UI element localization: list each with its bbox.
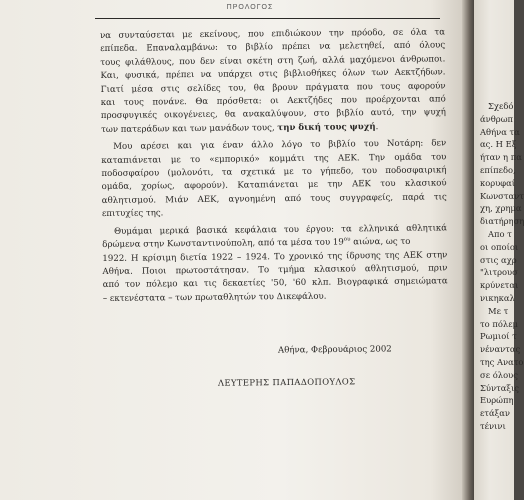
facing-page-line: ας. Η Εξ <box>480 139 517 150</box>
superscript: ου <box>343 236 351 243</box>
text-line: από τον πόλεμο και τις δεκαετίες '50, '60 κλπ. Βιογραφικά σημειώματα <box>102 276 448 291</box>
text-line: καταπιάνεται με το «εμπορικό» κομμάτι της ΑΕΚ. Την ομάδα του <box>101 152 447 166</box>
facing-page-line: σε όλους <box>480 369 518 380</box>
facing-page-line: Σχεδό <box>488 101 514 111</box>
facing-page-line: Σύνταξις <box>480 382 519 393</box>
bold-emphasis: την δική τους ψυχή <box>277 121 376 133</box>
text-fragment: . <box>375 121 379 132</box>
text-fragment: των πατεράδων και των μανάδων τους, <box>100 122 278 135</box>
author-signature: ΛΕΥΤΕΡΗΣ ΠΑΠΑΔΟΠΟΥΛΟΣ <box>217 376 356 388</box>
facing-page-line: νέναντας <box>480 344 521 355</box>
facing-page-line: Αθήνα τα <box>480 126 520 137</box>
facing-page-line: νικηκαλ <box>480 292 515 303</box>
facing-page-line: επίπεδο, <box>480 164 516 175</box>
text-line: – εκτενέστατα – των πρωταθλητών του Δικεφάλου. <box>102 291 327 304</box>
text-line: επίπεδα. Επαναλαμβάνω: το βιβλίο πρέπει να μελετηθεί, από όλους <box>100 40 446 55</box>
header-rule <box>95 18 440 19</box>
text-line: αθλητισμού. Μιάν ΑΕΚ, αγνοημένη από τους συγγραφείς, παρά τις <box>101 192 447 206</box>
text-line: ποδοσφαίρου (μολονότι, τα σχετικά με το γήπεδο, του ποδοσφαιρική <box>101 165 447 180</box>
body-text <box>100 26 448 306</box>
facing-page-line: Ευρώπη <box>480 395 514 406</box>
text-line: να συνταύσεται με εκείνους, που επιδιώκουν την πρόοδο, σε όλα τα <box>100 27 446 41</box>
text-line: Θυμάμαι μερικά βασικά κεφάλαια του έργου: τα ελληνικά αθλητικά <box>114 223 448 237</box>
text-line: Γιατί μέσα στις σελίδες του, θα βρουν πράγματα που τους αφορούν <box>100 81 446 95</box>
facing-page-text <box>480 100 524 433</box>
running-head: ΠΡΟΛΟΓΟΣ <box>226 4 274 11</box>
text-line: επιτυχίες της. <box>101 208 164 220</box>
facing-page-line: ήταν η πα <box>480 152 522 163</box>
text-line: τους φιλάθλους, που δεν είναι σκέτη στη ζωή, αλλά μαχόμενοι άνθρωποι. <box>100 54 446 68</box>
facing-page-line: ετάξαν <box>480 408 510 419</box>
facing-page-line: Απο τ <box>488 228 512 239</box>
facing-page-line: Κωνσταντ <box>480 190 524 201</box>
facing-page-line: το πόλεμ <box>480 318 518 329</box>
facing-page-line: χη, χρημα <box>480 203 522 214</box>
paragraph-1 <box>100 26 446 137</box>
text-fragment: δρώμενα στην Κωνσταντινούπολη, από τα μέσα του 19 <box>102 237 344 251</box>
right-page <box>474 0 524 500</box>
text-line: Και, φυσικά, πρέπει να υπάρχει στις βιβλιοθήκες όλων των Αεκτζήδων. <box>100 67 446 82</box>
facing-page-line: κρύνεται <box>480 280 519 291</box>
paragraph-3 <box>102 222 448 306</box>
place-date: Αθήνα, Φεβρουάριος 2002 <box>277 344 392 356</box>
facing-page-line: της Ανατο <box>480 356 524 367</box>
facing-page-line: κορυφαί <box>480 177 516 188</box>
text-line: και τους πονάνε. Θα πρόσθετα: οι Αεκτζήδες που προέρχονται από <box>100 94 446 109</box>
facing-page-line: τένινι <box>480 420 506 431</box>
text-line: ομάδα, χορίως, αφορούν). Καταπιάνεται με την ΑΕΚ του κλασικού <box>101 178 447 193</box>
text-line: προσφυγικές οικογένειες, θα ανακαλύψουν, στο βιβλίο αυτό, την ψυχή <box>100 107 446 122</box>
facing-page-line: στις αχρ <box>480 254 517 265</box>
facing-page-line: Με τ <box>488 305 509 316</box>
text-fragment: αιώνα, ως το <box>350 236 411 248</box>
facing-page-line: "λιτρουσ <box>480 267 518 278</box>
text-line: Μου αρέσει και για έναν άλλο λόγο το βιβλίο του Νοτάρη: δεν <box>113 138 447 153</box>
paragraph-2 <box>101 138 447 222</box>
text-line: 1922. Η κρίσιμη διετία 1922 – 1924. Το χρονικό της ίδρυσης της ΑΕΚ στην <box>102 249 448 264</box>
facing-page-line: οι οποίοι <box>480 241 519 252</box>
facing-page-line: άνθρωπ <box>480 113 514 124</box>
facing-page-line: διατήρηση <box>480 216 524 227</box>
facing-page-line: Ρωμιοί τ <box>480 331 517 342</box>
text-line: Αθήνα. Ποιοι πρωτοστάτησαν. Το τμήμα κλασικού αθλητισμού, πριν <box>102 263 448 277</box>
